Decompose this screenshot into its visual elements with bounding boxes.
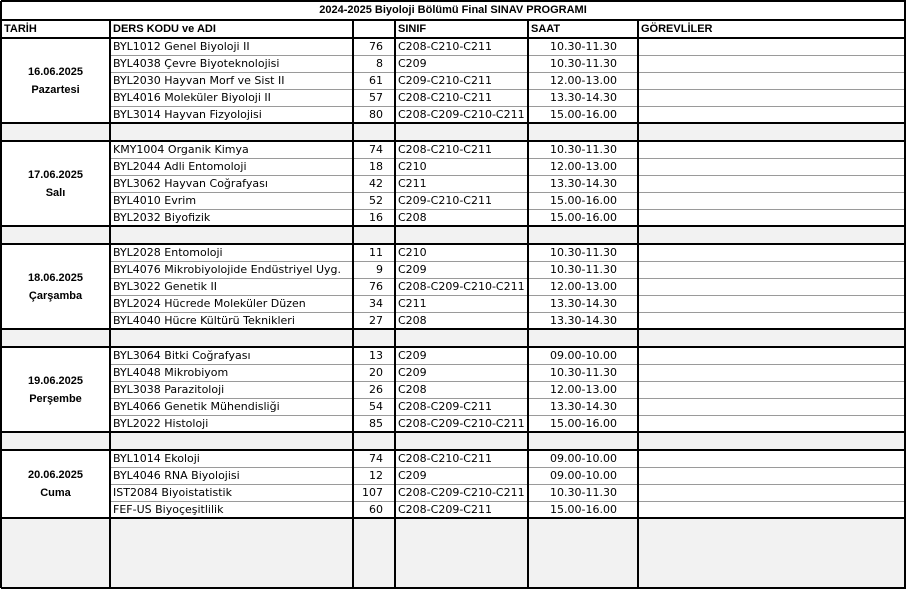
course-cell: FEF-US Biyoçeşitlilik — [113, 503, 224, 516]
date-cell — [1, 450, 110, 518]
section-border — [1, 19, 906, 21]
room-cell: C208-C210-C211 — [398, 143, 492, 156]
room-cell: C209 — [398, 366, 427, 379]
time-cell: 10.30-11.30 — [550, 143, 617, 156]
time-cell: 13.30-14.30 — [550, 91, 617, 104]
row-gridline — [110, 501, 905, 502]
course-cell: BYL4046 RNA Biyolojisi — [113, 469, 240, 482]
duty-cell[interactable] — [638, 158, 905, 175]
course-cell: BYL2044 Adli Entomoloji — [113, 160, 247, 173]
duty-cell[interactable] — [638, 295, 905, 312]
time-cell: 12.00-13.00 — [550, 383, 617, 396]
course-cell: BYL3022 Genetik II — [113, 280, 218, 293]
row-gridline — [110, 381, 905, 382]
room-cell: C208 — [398, 211, 427, 224]
section-border — [1, 449, 906, 451]
time-cell: 10.30-11.30 — [550, 263, 617, 276]
student-count-cell: 74 — [369, 452, 383, 465]
time-cell: 15.00-16.00 — [550, 108, 617, 121]
duty-cell[interactable] — [638, 398, 905, 415]
course-cell: BYL2028 Entomoloji — [113, 246, 223, 259]
course-cell: BYL4048 Mikrobiyom — [113, 366, 229, 379]
row-gridline — [110, 398, 905, 399]
course-cell: BYL4038 Çevre Biyoteknolojisi — [113, 57, 280, 70]
time-cell: 09.00-10.00 — [550, 349, 617, 362]
duty-cell[interactable] — [638, 381, 905, 398]
section-border — [1, 517, 906, 519]
duty-cell[interactable] — [638, 175, 905, 192]
room-cell: C208-C209-C211 — [398, 503, 492, 516]
exam-date: 17.06.2025 — [27, 168, 84, 181]
course-cell: BYL1014 Ekoloji — [113, 452, 200, 465]
room-cell: C209 — [398, 469, 427, 482]
course-cell: BYL3014 Hayvan Fizyolojisi — [113, 108, 262, 121]
time-cell: 12.00-13.00 — [550, 74, 617, 87]
exam-date: 20.06.2025 — [27, 469, 84, 481]
row-gridline — [110, 484, 905, 485]
room-cell: C208-C209-C210-C211 — [398, 108, 525, 121]
exam-weekday: Çarşamba — [28, 289, 83, 302]
header-room: SINIF — [398, 23, 427, 35]
row-gridline — [110, 295, 905, 296]
column-border — [637, 20, 639, 588]
date-cell — [1, 141, 110, 226]
duty-cell[interactable] — [638, 72, 905, 89]
room-cell: C209 — [398, 263, 427, 276]
student-count-cell: 76 — [369, 280, 383, 293]
section-border — [1, 122, 906, 124]
header-duty: GÖREVLİLER — [641, 23, 713, 35]
date-cell — [1, 244, 110, 329]
row-gridline — [110, 415, 905, 416]
student-count-cell: 54 — [369, 400, 383, 413]
duty-cell[interactable] — [638, 261, 905, 278]
section-border — [1, 225, 906, 227]
room-cell: C210 — [398, 160, 427, 173]
time-cell: 09.00-10.00 — [550, 469, 617, 482]
time-cell: 12.00-13.00 — [550, 160, 617, 173]
student-count-cell: 27 — [369, 314, 383, 327]
header-time: SAAT — [531, 23, 561, 35]
time-cell: 13.30-14.30 — [550, 314, 617, 327]
room-cell: C208 — [398, 383, 427, 396]
student-count-cell: 18 — [369, 160, 383, 173]
duty-cell[interactable] — [638, 278, 905, 295]
section-border — [1, 0, 906, 2]
section-border — [1, 431, 906, 433]
time-cell: 15.00-16.00 — [550, 503, 617, 516]
exam-weekday: Pazartesi — [31, 83, 80, 96]
room-cell: C208 — [398, 314, 427, 327]
exam-date: 16.06.2025 — [27, 65, 84, 78]
exam-weekday: Perşembe — [29, 392, 82, 405]
time-cell: 10.30-11.30 — [550, 57, 617, 70]
row-gridline — [110, 364, 905, 365]
duty-cell[interactable] — [638, 244, 905, 261]
course-cell: IST2084 Biyoistatistik — [113, 486, 232, 499]
time-cell: 13.30-14.30 — [550, 400, 617, 413]
row-gridline — [110, 106, 905, 107]
duty-cell[interactable] — [638, 347, 905, 364]
room-cell: C209 — [398, 57, 427, 70]
student-count-cell: 60 — [369, 503, 383, 516]
column-border — [109, 20, 111, 588]
student-count-cell: 74 — [369, 143, 383, 156]
duty-cell[interactable] — [638, 484, 905, 501]
room-cell: C209-C210-C211 — [398, 74, 492, 87]
exam-weekday: Cuma — [40, 487, 71, 499]
course-cell: BYL3038 Parazitoloji — [113, 383, 225, 396]
student-count-cell: 13 — [369, 349, 383, 362]
room-cell: C209 — [398, 349, 427, 362]
header-course: DERS KODU ve ADI — [113, 23, 216, 35]
room-cell: C211 — [398, 297, 427, 310]
sheet-title: 2024-2025 Biyoloji Bölümü Final SINAV PROGRAMI — [319, 4, 587, 16]
student-count-cell: 107 — [362, 486, 383, 499]
room-cell: C210 — [398, 246, 427, 259]
course-cell: BYL4076 Mikrobiyolojide Endüstriyel Uyg. — [113, 263, 342, 276]
exam-date: 18.06.2025 — [27, 271, 84, 284]
date-cell — [1, 347, 110, 432]
exam-weekday: Salı — [45, 186, 66, 199]
duty-cell[interactable] — [638, 192, 905, 209]
time-cell: 12.00-13.00 — [550, 280, 617, 293]
student-count-cell: 76 — [369, 40, 383, 53]
row-gridline — [110, 55, 905, 56]
row-gridline — [110, 89, 905, 90]
time-cell: 13.30-14.30 — [550, 297, 617, 310]
student-count-cell: 57 — [369, 91, 383, 104]
day-separator-row — [1, 123, 905, 141]
time-cell: 13.30-14.30 — [550, 177, 617, 190]
exam-date: 19.06.2025 — [27, 374, 84, 387]
row-gridline — [110, 312, 905, 313]
student-count-cell: 16 — [369, 211, 383, 224]
row-gridline — [110, 192, 905, 193]
student-count-cell: 61 — [369, 74, 383, 87]
student-count-cell: 85 — [369, 417, 383, 430]
row-gridline — [110, 175, 905, 176]
course-cell: BYL2032 Biyofizik — [113, 211, 211, 224]
course-cell: BYL2024 Hücrede Moleküler Düzen — [113, 297, 306, 310]
row-gridline — [110, 158, 905, 159]
student-count-cell: 42 — [369, 177, 383, 190]
header-count — [353, 20, 395, 38]
duty-cell[interactable] — [638, 38, 905, 55]
date-cell — [1, 38, 110, 123]
row-gridline — [110, 261, 905, 262]
day-separator-row — [1, 226, 905, 244]
course-cell: BYL4010 Evrim — [113, 194, 197, 207]
student-count-cell: 12 — [369, 469, 383, 482]
student-count-cell: 9 — [376, 263, 383, 276]
course-cell: BYL4040 Hücre Kültürü Teknikleri — [113, 314, 295, 327]
time-cell: 15.00-16.00 — [550, 194, 617, 207]
row-gridline — [110, 278, 905, 279]
column-border — [352, 20, 354, 588]
room-cell: C211 — [398, 177, 427, 190]
duty-cell[interactable] — [638, 312, 905, 329]
duty-cell[interactable] — [638, 450, 905, 467]
room-cell: C208-C210-C211 — [398, 40, 492, 53]
time-cell: 15.00-16.00 — [550, 211, 617, 224]
time-cell: 10.30-11.30 — [550, 486, 617, 499]
course-cell: BYL4066 Genetik Mühendisliği — [113, 400, 280, 413]
duty-cell[interactable] — [638, 467, 905, 484]
section-border — [1, 243, 906, 245]
section-border — [1, 37, 906, 39]
duty-cell[interactable] — [638, 89, 905, 106]
student-count-cell: 20 — [369, 366, 383, 379]
course-cell: KMY1004 Organik Kimya — [113, 143, 249, 156]
course-cell: BYL3064 Bitki Coğrafyası — [113, 349, 251, 362]
room-cell: C209-C210-C211 — [398, 194, 492, 207]
student-count-cell: 34 — [369, 297, 383, 310]
course-cell: BYL2030 Hayvan Morf ve Sist II — [113, 74, 285, 87]
duty-cell[interactable] — [638, 55, 905, 72]
duty-cell[interactable] — [638, 364, 905, 381]
room-cell: C208-C210-C211 — [398, 91, 492, 104]
section-border — [1, 328, 906, 330]
room-cell: C208-C209-C210-C211 — [398, 417, 525, 430]
column-border — [394, 20, 396, 588]
duty-cell[interactable] — [638, 106, 905, 123]
day-separator-row — [1, 432, 905, 450]
student-count-cell: 52 — [369, 194, 383, 207]
room-cell: C208-C209-C210-C211 — [398, 280, 525, 293]
day-separator-row — [1, 329, 905, 347]
time-cell: 15.00-16.00 — [550, 417, 617, 430]
left-border — [0, 1, 2, 588]
course-cell: BYL1012 Genel Biyoloji II — [113, 40, 250, 53]
duty-cell[interactable] — [638, 209, 905, 226]
empty-footer-area — [1, 518, 905, 588]
room-cell: C208-C209-C210-C211 — [398, 486, 525, 499]
column-border — [527, 20, 529, 588]
duty-cell[interactable] — [638, 501, 905, 518]
room-cell: C208-C209-C211 — [398, 400, 492, 413]
header-date: TARİH — [4, 23, 37, 35]
course-cell: BYL2022 Histoloji — [113, 417, 209, 430]
row-gridline — [110, 209, 905, 210]
time-cell: 10.30-11.30 — [550, 246, 617, 259]
time-cell: 10.30-11.30 — [550, 366, 617, 379]
time-cell: 10.30-11.30 — [550, 40, 617, 53]
course-cell: BYL3062 Hayvan Coğrafyası — [113, 177, 268, 190]
row-gridline — [110, 467, 905, 468]
student-count-cell: 26 — [369, 383, 383, 396]
duty-cell[interactable] — [638, 415, 905, 432]
student-count-cell: 80 — [369, 108, 383, 121]
section-border — [1, 140, 906, 142]
student-count-cell: 11 — [369, 246, 383, 259]
student-count-cell: 8 — [376, 57, 383, 70]
course-cell: BYL4016 Moleküler Biyoloji II — [113, 91, 271, 104]
section-border — [1, 346, 906, 348]
room-cell: C208-C210-C211 — [398, 452, 492, 465]
row-gridline — [110, 72, 905, 73]
duty-cell[interactable] — [638, 141, 905, 158]
time-cell: 09.00-10.00 — [550, 452, 617, 465]
